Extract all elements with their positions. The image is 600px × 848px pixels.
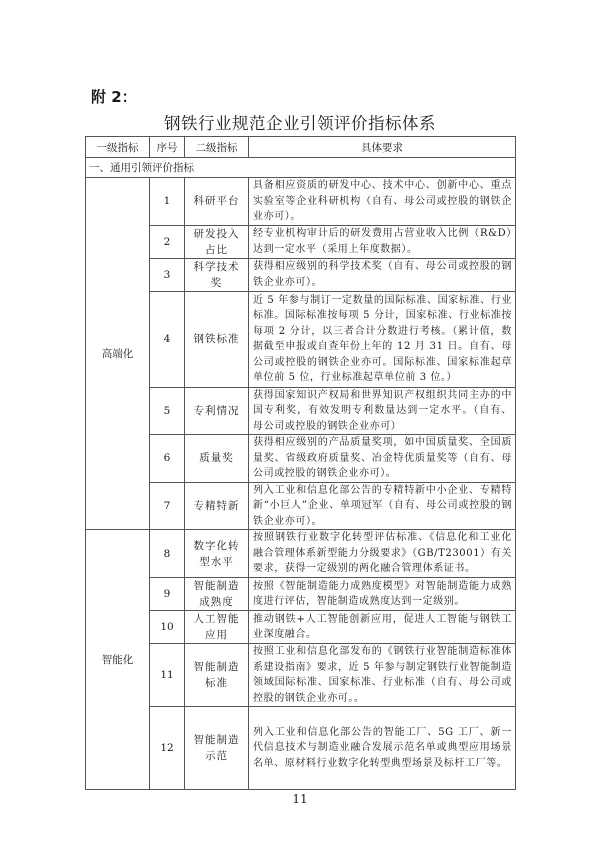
annex-label: 附 2： [91, 88, 137, 106]
requirement-text: 按照钢铁行业数字化转型评估标准、《信息化和工业化融合管理体系新型能力分级要求》（GB/T23001）有关要求，获得一定级别的两化融合管理体系证书。 [249, 530, 516, 578]
table-row [86, 225, 516, 258]
header-level2: 二级指标 [185, 137, 249, 158]
level1-indicator: 智能化 [86, 530, 150, 790]
requirement-text: 按照工业和信息化部发布的《钢铁行业智能制造标准体系建设指南》要求，近 5 年参与制定钢铁行业智能制造领域国际标准、国家标准、行业标准（自有、母公司或控股的钢铁企业亦可。。 [249, 644, 516, 707]
requirement-text: 具备相应资质的研发中心、技术中心、创新中心、重点实验室等企业科研机构（自有、母公司或控股的钢铁企业亦可）。 [249, 178, 516, 226]
level2-indicator: 智能制造示范 [185, 707, 249, 790]
indicator-table [85, 136, 516, 790]
sequence-number: 3 [150, 258, 185, 291]
level1-indicator: 高端化 [86, 178, 150, 530]
sequence-number: 10 [150, 611, 185, 644]
table-row [86, 578, 516, 611]
requirement-text: 推动钢铁+人工智能创新应用，促进人工智能与钢铁工业深度融合。 [249, 611, 516, 644]
level2-indicator: 专利情况 [185, 387, 249, 435]
level2-indicator: 专精特新 [185, 482, 249, 530]
level2-indicator: 智能制造成熟度 [185, 578, 249, 611]
table-row [86, 291, 516, 387]
sequence-number: 12 [150, 707, 185, 790]
table-row [86, 707, 516, 790]
sequence-number: 1 [150, 178, 185, 226]
sequence-number: 11 [150, 644, 185, 707]
table-row [86, 435, 516, 483]
level2-indicator: 科学技术奖 [185, 258, 249, 291]
sequence-number: 9 [150, 578, 185, 611]
requirement-text: 获得相应级别的产品质量奖项，如中国质量奖、全国质量奖、省级政府质量奖、冶金特优质量奖等（自有、母公司或控股的钢铁企业亦可）。 [249, 435, 516, 483]
table-row [86, 178, 516, 226]
requirement-text: 经专业机构审计后的研发费用占营业收入比例（R&D）达到一定水平（采用上年度数据）。 [249, 225, 516, 258]
table-row [86, 482, 516, 530]
sequence-number: 4 [150, 291, 185, 387]
level2-indicator: 智能制造标准 [185, 644, 249, 707]
requirement-text: 按照《智能制造能力成熟度模型》对智能制造能力成熟度进行评估，智能制造成熟度达到一定级别。 [249, 578, 516, 611]
requirement-text: 列入工业和信息化部公告的专精特新中小企业、专精特新“小巨人”企业、单项冠军（自有、母公司或控股的钢铁企业亦可）。 [249, 482, 516, 530]
requirement-text: 列入工业和信息化部公告的智能工厂、5G 工厂、新一代信息技术与制造业融合发展示范名单或典型应用场景名单、原材料行业数字化转型典型场景及标杆工厂等。 [249, 707, 516, 790]
level2-indicator: 钢铁标准 [185, 291, 249, 387]
level2-indicator: 数字化转型水平 [185, 530, 249, 578]
section-title: 一、通用引领评价指标 [86, 158, 516, 178]
requirement-text: 获得相应级别的科学技术奖（自有、母公司或控股的钢铁企业亦可）。 [249, 258, 516, 291]
header-level1: 一级指标 [86, 137, 150, 158]
sequence-number: 6 [150, 435, 185, 483]
requirement-text: 获得国家知识产权局和世界知识产权组织共同主办的中国专利奖，有效发明专利数量达到一定水平。（自有、母公司或控股的钢铁企业亦可） [249, 387, 516, 435]
level2-indicator: 质量奖 [185, 435, 249, 483]
table-row [86, 644, 516, 707]
requirement-text: 近 5 年参与制订一定数量的国际标准、国家标准、行业标准。国际标准按每项 5 分计，国家标准、行业标准按每项 2 分计，以三者合计分数进行考核。（累计值，数据截至申报或自查年份上年的 12 月 31 日。自有、母公司或控股的钢铁企业亦可。国际标准、国家标准起草单位前 5 位，行业标准起草单位前 3 位。） [249, 291, 516, 387]
level2-indicator: 科研平台 [185, 178, 249, 226]
table-header-row [86, 137, 516, 158]
page-number: 11 [292, 792, 308, 806]
header-requirement: 具体要求 [249, 137, 516, 158]
sequence-number: 2 [150, 225, 185, 258]
level2-indicator: 研发投入占比 [185, 225, 249, 258]
table-row [86, 387, 516, 435]
level2-indicator: 人工智能应用 [185, 611, 249, 644]
section-row [86, 158, 516, 178]
table-row [86, 258, 516, 291]
sequence-number: 8 [150, 530, 185, 578]
document-title: 钢铁行业规范企业引领评价指标体系 [164, 114, 436, 133]
table-row [86, 530, 516, 578]
table-row [86, 611, 516, 644]
sequence-number: 7 [150, 482, 185, 530]
sequence-number: 5 [150, 387, 185, 435]
header-seq: 序号 [150, 137, 185, 158]
